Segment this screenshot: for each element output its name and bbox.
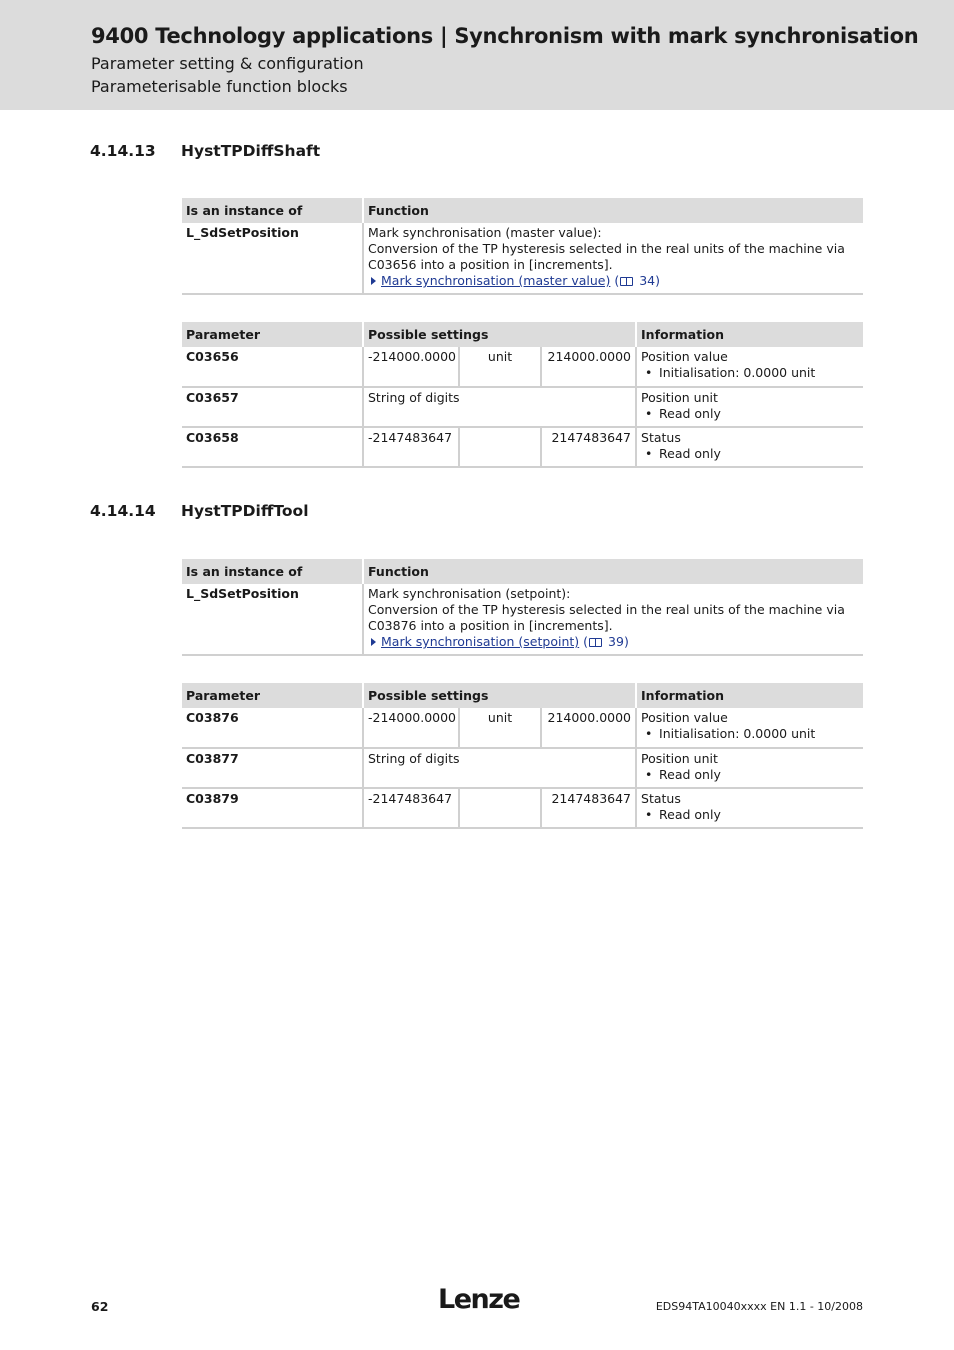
setting-unit: unit xyxy=(459,347,541,387)
document-subtitle-1: Parameter setting & configuration xyxy=(91,54,364,73)
parameter-code: C03657 xyxy=(182,387,363,427)
info-text: Status xyxy=(641,430,681,445)
parameter-table-hysttpdiffshaft xyxy=(182,322,863,468)
table-row xyxy=(182,788,863,828)
document-subtitle-2: Parameterisable function blocks xyxy=(91,77,348,96)
parameter-code: C03877 xyxy=(182,748,363,788)
table-row xyxy=(182,223,863,294)
setting-min: -214000.0000 xyxy=(363,708,459,748)
function-description xyxy=(363,584,863,655)
parameter-code: C03656 xyxy=(182,347,363,387)
function-line-2: Conversion of the TP hysteresis selected in the real units of the machine via C03876 into a position in [increments]. xyxy=(368,602,845,633)
book-icon xyxy=(620,277,633,286)
info-text: Position unit xyxy=(641,390,718,405)
instance-name: L_SdSetPosition xyxy=(182,584,363,655)
column-header: Is an instance of xyxy=(182,559,363,584)
column-header: Parameter xyxy=(182,683,363,708)
info-bullet-text: Read only xyxy=(659,446,721,461)
triangle-right-icon xyxy=(371,277,376,285)
instance-table-hysttpdiffshaft xyxy=(182,198,863,295)
info-text: Position value xyxy=(641,710,728,725)
info-bullet: • Read only xyxy=(645,807,721,822)
section-number: 4.14.14 xyxy=(90,502,156,520)
section-name: HystTPDiffTool xyxy=(181,502,309,520)
info-bullet-text: Initialisation: 0.0000 unit xyxy=(659,365,816,380)
info-bullet-text: Read only xyxy=(659,807,721,822)
column-header: Parameter xyxy=(182,322,363,347)
function-line-2: Conversion of the TP hysteresis selected in the real units of the machine via C03656 into a position in [increments]. xyxy=(368,241,845,272)
setting-min: -2147483647 xyxy=(363,788,459,828)
page-reference-number: 34 xyxy=(639,273,656,288)
triangle-right-icon xyxy=(371,638,376,646)
section-heading-hysttpdiffshaft xyxy=(90,142,320,160)
page-reference[interactable]: ( 39) xyxy=(583,634,629,649)
column-header: Function xyxy=(363,559,863,584)
info-bullet-text: Initialisation: 0.0000 unit xyxy=(659,726,816,741)
column-header: Possible settings xyxy=(363,322,636,347)
setting-min: -214000.0000 xyxy=(363,347,459,387)
parameter-table-hysttpdifftool xyxy=(182,683,863,829)
parameter-code: C03879 xyxy=(182,788,363,828)
column-header: Function xyxy=(363,198,863,223)
instance-name: L_SdSetPosition xyxy=(182,223,363,294)
setting-unit: unit xyxy=(459,708,541,748)
parameter-code: C03658 xyxy=(182,427,363,467)
page-number: 62 xyxy=(91,1299,109,1314)
setting-text: String of digits xyxy=(363,387,636,427)
section-heading-hysttpdifftool xyxy=(90,502,309,520)
column-header: Possible settings xyxy=(363,683,636,708)
parameter-info xyxy=(636,708,863,748)
info-bullet-text: Read only xyxy=(659,406,721,421)
document-title: 9400 Technology applications | Synchronism with mark synchronisation xyxy=(91,24,919,48)
cross-reference-link[interactable]: Mark synchronisation (setpoint) xyxy=(381,634,580,649)
setting-unit xyxy=(459,427,541,467)
book-icon xyxy=(589,638,602,647)
function-description xyxy=(363,223,863,294)
parameter-info xyxy=(636,748,863,788)
column-header: Information xyxy=(636,683,863,708)
parameter-info xyxy=(636,427,863,467)
parameter-code: C03876 xyxy=(182,708,363,748)
setting-max: 2147483647 xyxy=(541,427,636,467)
page-reference[interactable]: ( 34) xyxy=(614,273,661,288)
parameter-info xyxy=(636,387,863,427)
info-text: Position value xyxy=(641,349,728,364)
info-text: Status xyxy=(641,791,681,806)
parameter-info xyxy=(636,788,863,828)
section-name: HystTPDiffShaft xyxy=(181,142,321,160)
table-row xyxy=(182,584,863,655)
info-text: Position unit xyxy=(641,751,718,766)
page-reference-number: 39 xyxy=(608,634,624,649)
setting-max: 2147483647 xyxy=(541,788,636,828)
info-bullet: • Read only xyxy=(645,446,721,461)
setting-min: -2147483647 xyxy=(363,427,459,467)
document-id: EDS94TA10040xxxx EN 1.1 - 10/2008 xyxy=(655,1300,863,1313)
parameter-info xyxy=(636,347,863,387)
instance-table-hysttpdifftool xyxy=(182,559,863,656)
cross-reference xyxy=(368,273,859,289)
table-row xyxy=(182,748,863,788)
info-bullet: • Initialisation: 0.0000 unit xyxy=(645,726,816,741)
cross-reference xyxy=(368,634,859,650)
function-line-1: Mark synchronisation (setpoint): xyxy=(368,586,571,601)
info-bullet-text: Read only xyxy=(659,767,721,782)
setting-max: 214000.0000 xyxy=(541,347,636,387)
info-bullet: • Read only xyxy=(645,767,721,782)
cross-reference-link[interactable]: Mark synchronisation (master value) xyxy=(381,273,611,288)
lenze-logo: Lenze xyxy=(438,1284,520,1315)
column-header: Is an instance of xyxy=(182,198,363,223)
table-row xyxy=(182,347,863,387)
column-header: Information xyxy=(636,322,863,347)
table-row xyxy=(182,387,863,427)
function-line-1: Mark synchronisation (master value): xyxy=(368,225,602,240)
setting-unit xyxy=(459,788,541,828)
setting-text: String of digits xyxy=(363,748,636,788)
info-bullet: • Read only xyxy=(645,406,721,421)
table-row xyxy=(182,427,863,467)
setting-max: 214000.0000 xyxy=(541,708,636,748)
section-number: 4.14.13 xyxy=(90,142,156,160)
info-bullet: • Initialisation: 0.0000 unit xyxy=(645,365,816,380)
table-row xyxy=(182,708,863,748)
